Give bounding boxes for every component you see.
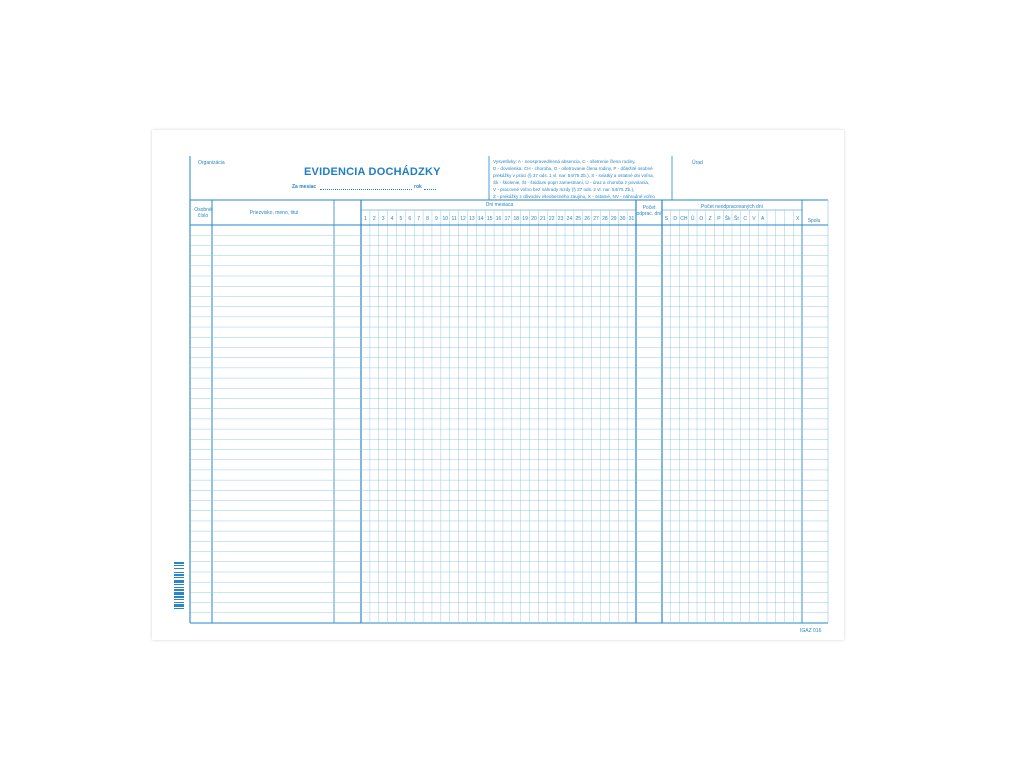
barcode-stripe: [174, 602, 184, 603]
absence-code-label: A: [760, 216, 765, 222]
year-label: rok: [414, 184, 422, 190]
absence-code-label: Šk: [724, 216, 731, 222]
day-number-label: 23: [557, 216, 564, 222]
col-worked-days-header: Počet odprac. dní: [636, 205, 662, 217]
stamp-label: Úrad: [692, 160, 703, 166]
barcode-stripe: [174, 592, 184, 595]
day-number-label: 28: [602, 216, 608, 222]
day-number-label: 12: [460, 216, 466, 222]
day-number-label: 5: [399, 216, 403, 222]
form-title: EVIDENCIA DOCHÁDZKY: [304, 166, 441, 178]
absence-code-label: CH: [680, 216, 688, 222]
day-number-label: 16: [495, 216, 502, 222]
col-total-header: Spolu: [807, 218, 821, 224]
barcode-stripe: [174, 589, 184, 591]
day-number-label: 14: [477, 216, 484, 222]
barcode-stripe: [174, 574, 184, 576]
barcode-stripe: [174, 565, 184, 566]
day-number-label: 10: [442, 216, 449, 222]
absence-code-label: V: [752, 216, 756, 222]
day-number-label: 2: [372, 216, 376, 222]
day-number-label: 18: [513, 216, 519, 222]
day-number-label: 26: [584, 216, 590, 222]
absence-code-label: O: [699, 216, 704, 222]
col-personal-number-header: Osobné číslo: [194, 207, 212, 219]
day-number-label: 8: [426, 216, 429, 222]
day-number-label: 1: [364, 216, 367, 222]
day-number-label: 30: [619, 216, 626, 222]
form-code: IGAZ 016: [800, 628, 822, 634]
organization-label: Organizácia: [198, 160, 225, 166]
barcode-stripe: [174, 572, 184, 573]
barcode-stripe: [174, 604, 184, 607]
barcode-stripe: [174, 562, 184, 564]
legend-line: prekážky v práci (§ 37 ods. 1 vl. nar. 54/75 Zb.), S - sviatky a ostatné dni voľna,: [493, 173, 654, 178]
barcode: [174, 562, 184, 624]
absence-code-label: Št: [734, 216, 739, 222]
day-number-label: 24: [566, 216, 573, 222]
barcode-stripe: [174, 568, 184, 569]
col-name-header: Priezvisko, meno, titul: [249, 210, 299, 216]
absence-code-label: P: [717, 216, 721, 222]
day-number-label: 31: [628, 216, 635, 222]
absence-code-label: Z: [708, 216, 712, 222]
absence-code-label: Ú: [690, 216, 695, 222]
absence-code-label: D: [673, 216, 677, 222]
absence-code-label: S: [664, 216, 669, 222]
day-number-label: 17: [504, 216, 511, 222]
barcode-stripe: [174, 584, 184, 585]
day-number-label: 9: [434, 216, 438, 222]
day-number-label: 11: [451, 216, 457, 222]
barcode-stripe: [174, 587, 184, 588]
absence-code-label: X: [795, 216, 800, 222]
barcode-stripe: [174, 599, 184, 600]
days-header: Dni mesiaca: [485, 202, 514, 208]
barcode-stripe: [174, 580, 184, 583]
day-number-label: 20: [531, 216, 537, 222]
barcode-stripe: [174, 608, 184, 609]
day-number-label: 22: [548, 216, 555, 222]
day-number-label: 19: [522, 216, 528, 222]
barcode-stripe: [174, 577, 184, 578]
legend-line: D - dovolenka, CH - choroba, O - ošetrovanie člena rodiny, P - dôležité osobné: [493, 166, 653, 171]
day-number-label: 21: [540, 216, 546, 222]
legend-line: V - pracovné voľno bez náhrady mzdy (§ 37 ods. 2 vl. nar. 54/75 Zb.),: [493, 187, 635, 192]
day-number-label: 3: [381, 216, 385, 222]
day-number-label: 6: [408, 216, 412, 222]
day-number-label: 13: [469, 216, 475, 222]
day-number-label: 4: [390, 216, 394, 222]
legend-line: Šk - školenie, Št - štúdium popri zamestnaní, Ú - úraz a choroba z povolania,: [493, 180, 650, 185]
month-label: Za mesiac: [292, 184, 317, 190]
absence-header: Počet neodpracovaných dní: [701, 204, 763, 210]
absence-code-label: C: [743, 216, 747, 222]
legend-line: Z - prekážky z dôvodov všeobecného záujmu, X - ostatné, NV - náhradné voľno: [493, 194, 655, 199]
barcode-stripe: [174, 596, 184, 598]
attendance-form-sheet: [152, 130, 844, 640]
day-number-label: 25: [575, 216, 582, 222]
day-number-label: 27: [593, 216, 599, 222]
day-number-label: 7: [417, 216, 421, 222]
legend-line: Vysvetlivky: A - neospravedlnená absencia, C - ošetrenie člena rodiny,: [493, 159, 636, 164]
day-number-label: 29: [611, 216, 617, 222]
day-number-label: 15: [486, 216, 493, 222]
